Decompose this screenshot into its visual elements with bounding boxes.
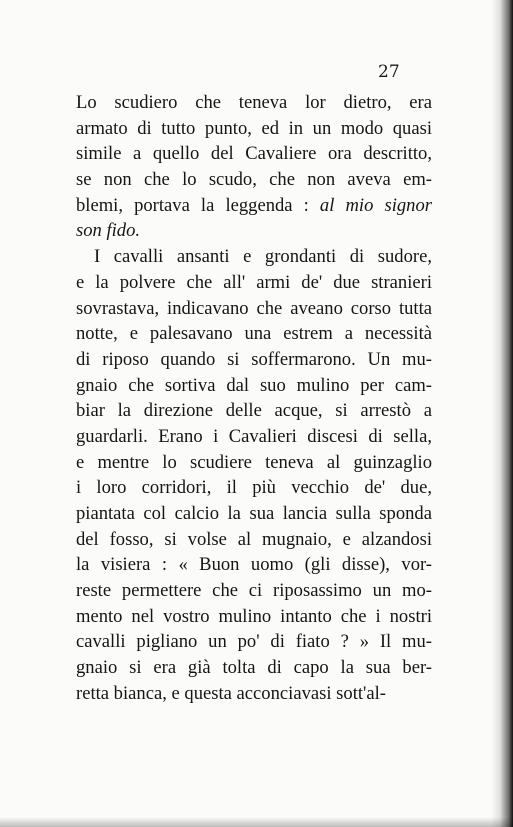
- text-segment: se non che lo scudo, che non aveva em-: [76, 169, 432, 191]
- text-segment: di riposo quando si soffermarono. Un mu-: [76, 348, 432, 370]
- page-edge-shadow: [491, 0, 513, 827]
- text-line: [76, 398, 432, 424]
- text-line: [76, 193, 432, 219]
- text-segment: i loro corridori, il più vecchio de' due,: [76, 477, 432, 499]
- text-segment: sovrastava, indicavano che aveano corso tutta: [76, 297, 432, 319]
- text-segment: retta bianca, e questa acconciavasi sott'al-: [76, 682, 386, 704]
- text-line: [76, 604, 432, 630]
- text-line: [76, 321, 432, 347]
- text-segment: biar la direzione delle acque, si arrestò a: [76, 400, 432, 422]
- text-segment: reste permettere che ci riposassimo un mo-: [76, 580, 432, 602]
- text-line: [76, 629, 432, 655]
- text-segment: armato di tutto punto, ed in un modo quasi: [76, 117, 432, 139]
- text-segment: piantata col calcio la sua lancia sulla sponda: [76, 503, 432, 524]
- text-line: [76, 167, 432, 193]
- page-number: 27: [378, 62, 400, 82]
- text-segment: blemi, portava la leggenda :: [76, 194, 320, 216]
- text-line: [76, 270, 432, 296]
- text-segment: cavalli pigliano un po' di fiato ? » Il mu-: [76, 631, 432, 653]
- text-line: [76, 475, 432, 501]
- text-segment: e mentre lo scudiere teneva al guinzaglio: [76, 451, 432, 473]
- body-text: [76, 90, 432, 707]
- text-line: [76, 347, 432, 373]
- text-line: [76, 578, 432, 604]
- text-segment: gnaio si era già tolta di capo la sua ber-: [76, 657, 432, 679]
- text-line: [76, 681, 432, 707]
- text-line: [76, 296, 432, 322]
- text-line: [76, 141, 432, 167]
- text-line: [76, 373, 432, 399]
- text-line: [76, 501, 432, 527]
- italic-text: son fido.: [76, 220, 141, 242]
- text-line: [76, 424, 432, 450]
- text-line: [76, 116, 432, 142]
- text-segment: simile a quello del Cavaliere ora descritto,: [76, 143, 432, 165]
- italic-text: al mio signor: [319, 194, 432, 216]
- text-line: [76, 218, 432, 244]
- text-line: [76, 90, 432, 116]
- text-segment: e la polvere che all' armi de' due stranieri: [76, 271, 432, 293]
- text-segment: gnaio che sortiva dal suo mulino per cam-: [76, 374, 432, 396]
- text-line: [76, 244, 432, 270]
- text-segment: guardarli. Erano i Cavalieri discesi di sella,: [76, 425, 432, 447]
- page-bottom-shadow: [0, 817, 513, 827]
- text-segment: I cavalli ansanti e grondanti di sudore,: [94, 246, 432, 268]
- text-segment: Lo scudiero che teneva lor dietro, era: [76, 92, 432, 113]
- text-line: [76, 527, 432, 553]
- text-line: [76, 552, 432, 578]
- text-segment: notte, e palesavano una estrem a necessità: [76, 323, 432, 345]
- text-line: [76, 450, 432, 476]
- text-line: [76, 655, 432, 681]
- text-segment: la visiera : « Buon uomo (gli disse), vor-: [76, 554, 432, 576]
- text-segment: del fosso, si volse al mugnaio, e alzandosi: [76, 528, 432, 550]
- text-segment: mento nel vostro mulino intanto che i nostri: [76, 605, 432, 627]
